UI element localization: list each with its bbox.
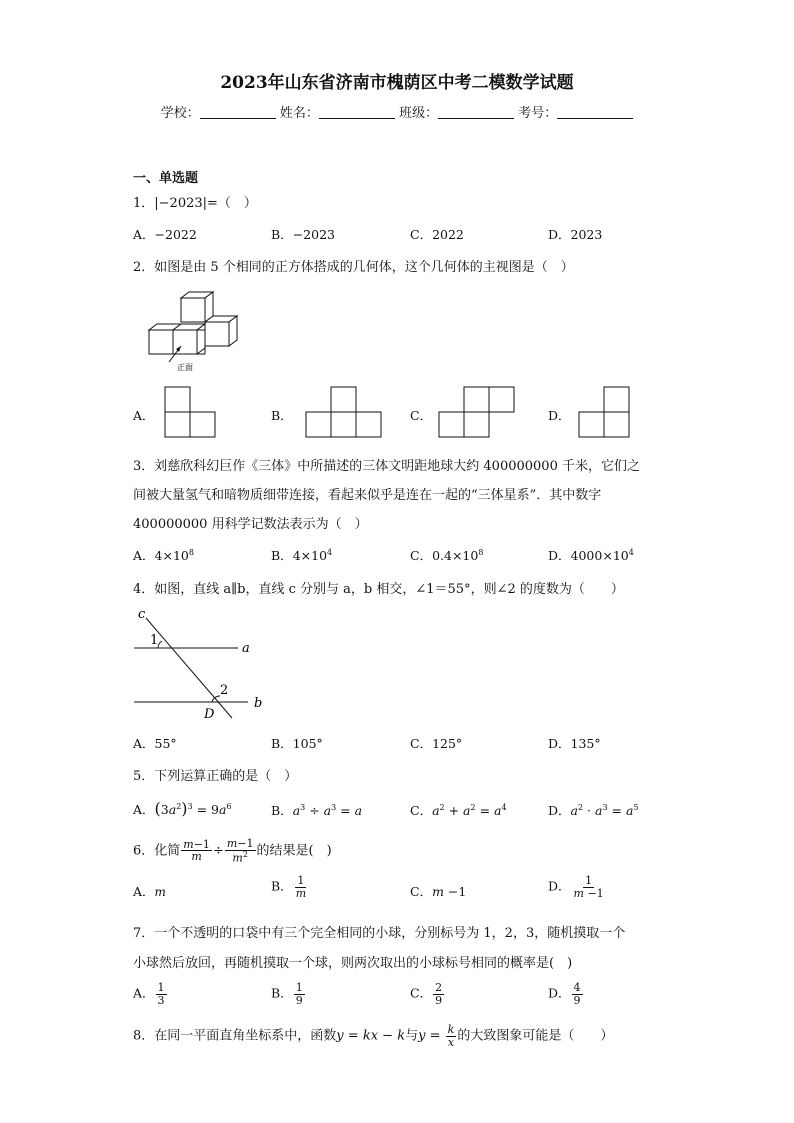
exam-no-field[interactable] — [557, 104, 633, 119]
q6-option-b[interactable]: B． $\frac{1}{m}$ — [271, 874, 307, 900]
q7-option-c[interactable]: C． $\frac{2}{9}$ — [410, 981, 443, 1007]
q7-stem-line1: 7．一个不透明的口袋中有三个完全相同的小球，分别标号为 1，2，3，随机摸取一个 — [133, 926, 626, 941]
q7-option-b[interactable]: B． $\frac{1}{9}$ — [271, 981, 303, 1007]
q8-stem: 8．在同一平面直角坐标系中，函数y = kx − k与y = $\frac{k}{x}$ 的大致图象可能是（ ） — [133, 1023, 614, 1049]
q2-option-b-view — [305, 386, 385, 440]
q3-option-c[interactable]: C．$0.4\times 10^8$ — [410, 547, 484, 563]
q1-option-a[interactable]: A．−2022 — [133, 227, 197, 242]
q6-option-a[interactable]: A．m — [133, 884, 166, 899]
q5-option-a[interactable]: A．$(3a^2)^3 = 9a^6$ — [133, 799, 232, 818]
q1-stem: 1．|−2023|=（ ） — [133, 196, 257, 211]
q3-option-b[interactable]: B．$4\times 10^4$ — [271, 547, 333, 563]
q2-option-d-view — [577, 386, 633, 440]
q2-option-c-label[interactable]: C． — [410, 408, 433, 423]
q3-stem-line3: 400000000 用科学记数法表示为（ ） — [133, 517, 368, 532]
exam-no-label: 考号： — [518, 106, 558, 121]
q4-option-d[interactable]: D．135° — [548, 736, 601, 751]
student-info — [0, 102, 794, 121]
label-c: c — [138, 607, 146, 622]
q4-option-a[interactable]: A．55° — [133, 736, 177, 751]
q5-option-d[interactable]: D．$a^2 \cdot a^3 = a^5$ — [548, 802, 639, 818]
school-field[interactable] — [200, 104, 276, 119]
q2-option-b-label[interactable]: B． — [271, 408, 293, 423]
q2-option-a-label[interactable]: A． — [133, 408, 155, 423]
q5-option-c[interactable]: C．$a^2 + a^2 = a^4$ — [410, 802, 507, 818]
q5-option-b[interactable]: B．$a^3 \div a^3 = a$ — [271, 802, 363, 818]
q2-cube-figure — [143, 290, 248, 372]
section-heading: 一、单选题 — [133, 171, 199, 186]
q3-option-a[interactable]: A．$4\times 10^8$ — [133, 547, 194, 563]
page-title: 2023年山东省济南市槐荫区中考二模数学试题 — [220, 73, 574, 93]
q2-option-d-label[interactable]: D． — [548, 408, 571, 423]
label-angle-2: 2 — [220, 683, 229, 698]
q2-option-c-view — [438, 386, 518, 440]
label-angle-1: 1 — [150, 633, 159, 648]
q1-option-b[interactable]: B．−2023 — [271, 227, 335, 242]
q5-stem: 5．下列运算正确的是（ ） — [133, 769, 298, 784]
q7-option-a[interactable]: A． $\frac{1}{3}$ — [133, 981, 165, 1007]
q3-option-d[interactable]: D．$4000\times 10^4$ — [548, 547, 634, 563]
label-d: D — [204, 707, 215, 722]
label-a: a — [242, 641, 250, 656]
q4-option-b[interactable]: B．105° — [271, 736, 323, 751]
q2-stem: 2．如图是由 5 个相同的正方体搭成的几何体，这个几何体的主视图是（ ） — [133, 260, 574, 275]
q6-option-d[interactable]: D． $\frac{1}{m -1}$ — [548, 874, 604, 900]
q3-stem-line2: 间被大量氢气和暗物质细带连接，看起来似乎是连在一起的“三体星系”．其中数字 — [133, 488, 602, 503]
school-label: 学校： — [160, 106, 200, 121]
name-label: 姓名： — [279, 106, 319, 121]
q1-option-d[interactable]: D．2023 — [548, 227, 603, 242]
class-label: 班级： — [399, 106, 439, 121]
name-field[interactable] — [319, 104, 395, 119]
q6-option-c[interactable]: C．m −1 — [410, 884, 467, 899]
q4-option-c[interactable]: C．125° — [410, 736, 463, 751]
q3-stem-line1: 3．刘慈欣科幻巨作《三体》中所描述的三体文明距地球大约 400000000 千米，它们之 — [133, 459, 640, 474]
q2-option-a-view — [164, 386, 218, 440]
class-field[interactable] — [438, 104, 514, 119]
front-label: 正面 — [177, 363, 193, 372]
q7-stem-line2: 小球然后放回，再随机摸取一个球，则两次取出的小球标号相同的概率是( ) — [133, 956, 573, 971]
q7-option-d[interactable]: D． $\frac{4}{9}$ — [548, 981, 581, 1007]
q4-parallel-lines-figure — [128, 604, 276, 722]
q4-stem: 4．如图，直线 a∥b，直线 c 分别与 a，b 相交，∠1＝55°，则∠2 的度数为（ ） — [133, 582, 624, 597]
q1-option-c[interactable]: C．2022 — [410, 227, 464, 242]
label-b: b — [254, 696, 263, 711]
q6-stem: 6．化简 $\frac{m-1}{m}$ ÷ $\frac{m-1}{m^2}$ 的结果是( ) — [133, 837, 332, 865]
